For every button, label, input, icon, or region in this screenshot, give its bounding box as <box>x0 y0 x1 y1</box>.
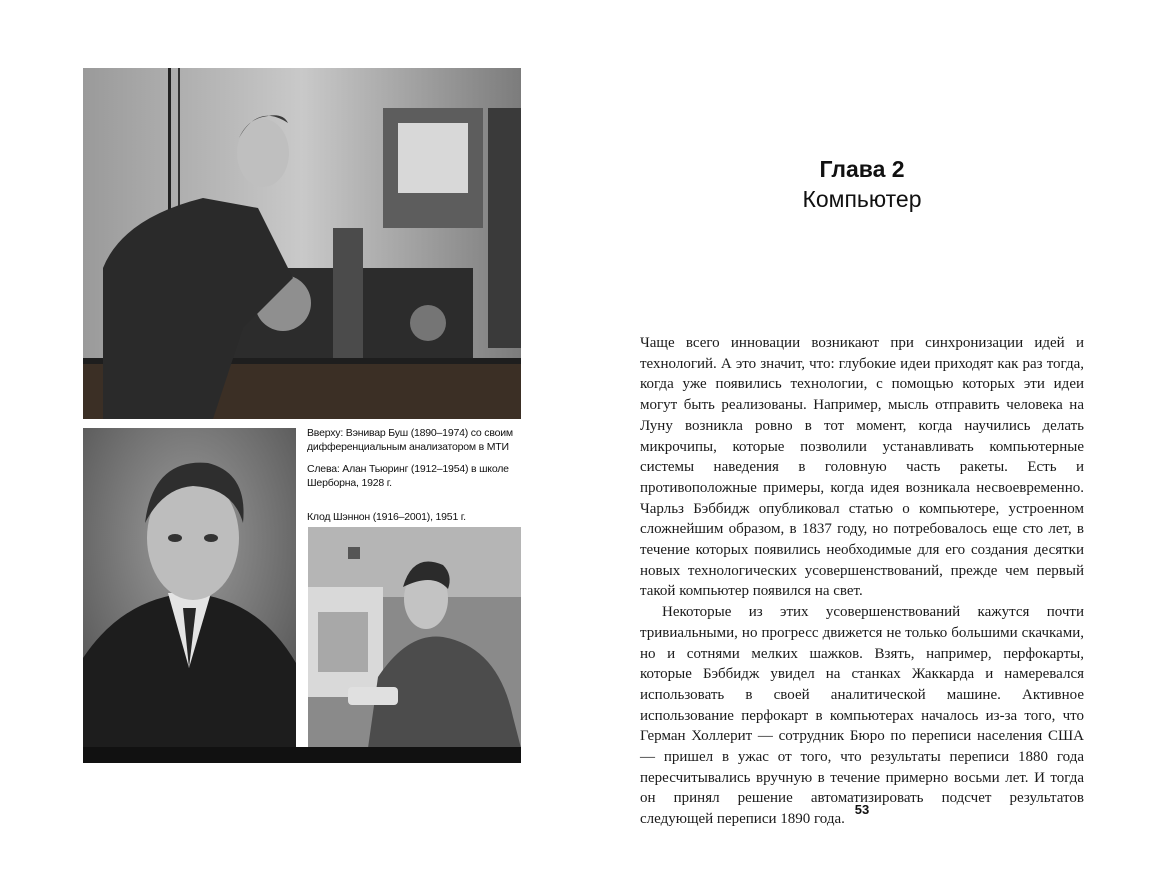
caption-bush: Вверху: Вэнивар Буш (1890–1974) со своим дифференциальным анализатором в МТИ <box>307 427 513 453</box>
caption-turing: Слева: Алан Тьюринг (1912–1954) в школе Шерборна, 1928 г. <box>307 463 509 489</box>
photo-shannon <box>308 527 521 748</box>
photo-bush-image <box>83 68 521 419</box>
photo-turing-portrait <box>83 428 296 748</box>
photo-turing-image <box>83 428 296 748</box>
photo-bush-differential-analyzer <box>83 68 521 419</box>
caption-shannon: Клод Шэннон (1916–2001), 1951 г. <box>307 511 466 523</box>
chapter-number: Глава 2 <box>819 156 905 182</box>
paragraph: Некоторые из этих усовершенствований кажутся почти тривиальными, но прогресс движется не только большими скачками, но и сотнями мелких шажков. Взять, например, перфокарты, которые Бэббидж увидел на станках Жаккарда и намеревался использовать в своей аналитической машине. Активное использование перфокарт в компьютерах началось из-за того, что Герман Холлерит — сотрудник Бюро по переписи населения США — пришел в ужас от того, что результаты переписи 1880 года пересчитывались вручную в течение примерно восьми лет. И тогда он принял решение автоматизировать подсчет результатов следующей переписи 1890 года. <box>640 604 1084 828</box>
photo-shannon-image <box>308 527 521 748</box>
body-text <box>640 333 1084 830</box>
page-number: 53 <box>854 802 870 817</box>
paragraph: Чаще всего инновации возникают при синхронизации идей и технологий. А это значит, что: глубокие идеи приходят как раз тогда, когда уже появились технологии, с помощью которых эти идеи могут быть реализованы. Например, мысль отправить человека на Луну возникла ровно в тот момент, когда научились делать микрочипы, которые позволили устанавливать компьютерные системы наведения в головную часть ракеты. Есть и противоположные примеры, когда идея возникала несвоевременно. Чарльз Бэббидж опубликовал статью о компьютере, устроенном сложнейшим образом, в 1837 году, но потребовалось еще сто лет, в течение которых появились необходимые для его создания десятки новых технологических усовершенствований, прежде чем первый такой компьютер появился на свет. <box>640 335 1084 600</box>
photo-bottom-band <box>83 747 521 763</box>
chapter-title: Компьютер <box>802 186 922 212</box>
